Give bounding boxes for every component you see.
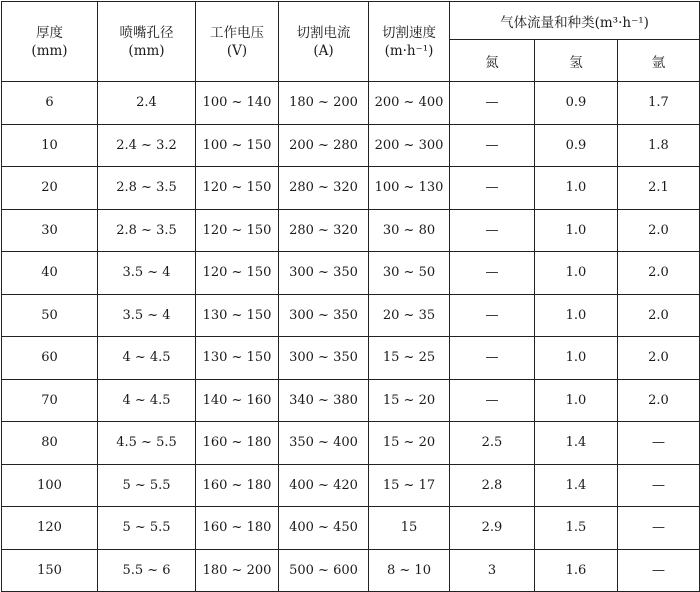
cell-nozzle-diameter: 3.5 ~ 4 — [98, 294, 196, 337]
cell-nozzle-diameter: 5.5 ~ 6 — [98, 549, 196, 592]
cell-speed: 8 ~ 10 — [369, 549, 450, 592]
cell-hydrogen: 1.4 — [535, 422, 618, 465]
cell-nitrogen: — — [450, 209, 535, 252]
cell-thickness: 50 — [2, 294, 98, 337]
table-row — [2, 167, 700, 210]
cell-nitrogen: — — [450, 167, 535, 210]
cell-argon: 2.0 — [618, 252, 700, 295]
table-row — [2, 209, 700, 252]
cell-speed: 15 ~ 17 — [369, 464, 450, 507]
header-working-voltage — [196, 2, 279, 82]
cell-current: 400 ~ 420 — [279, 464, 369, 507]
cell-current: 500 ~ 600 — [279, 549, 369, 592]
cell-speed: 15 ~ 20 — [369, 422, 450, 465]
cell-current: 180 ~ 200 — [279, 82, 369, 125]
cell-nitrogen: — — [450, 82, 535, 125]
cell-hydrogen: 1.0 — [535, 379, 618, 422]
cell-argon: 2.0 — [618, 337, 700, 380]
header-voltage-unit: (V) — [226, 42, 248, 59]
cell-current: 340 ~ 380 — [279, 379, 369, 422]
cell-argon: 2.0 — [618, 379, 700, 422]
cell-thickness: 20 — [2, 167, 98, 210]
cell-hydrogen: 1.0 — [535, 337, 618, 380]
table-row — [2, 294, 700, 337]
cell-hydrogen: 0.9 — [535, 124, 618, 167]
header-cutting-speed — [369, 2, 450, 82]
header-speed-unit: (m·h⁻¹) — [384, 42, 434, 59]
cell-nozzle-diameter: 3.5 ~ 4 — [98, 252, 196, 295]
cell-current: 350 ~ 400 — [279, 422, 369, 465]
cell-speed: 30 ~ 50 — [369, 252, 450, 295]
cell-speed: 15 ~ 25 — [369, 337, 450, 380]
cell-argon: — — [618, 507, 700, 550]
cell-hydrogen: 1.0 — [535, 209, 618, 252]
cell-nozzle-diameter: 2.4 — [98, 82, 196, 125]
cell-voltage: 160 ~ 180 — [196, 422, 279, 465]
cell-nitrogen: — — [450, 252, 535, 295]
cell-argon: — — [618, 549, 700, 592]
table-body — [2, 82, 700, 592]
cell-thickness: 40 — [2, 252, 98, 295]
cell-speed: 15 ~ 20 — [369, 379, 450, 422]
cell-thickness: 120 — [2, 507, 98, 550]
cell-current: 280 ~ 320 — [279, 209, 369, 252]
header-nozzle-label: 喷嘴孔径 — [119, 24, 174, 41]
cell-current: 400 ~ 450 — [279, 507, 369, 550]
cell-thickness: 30 — [2, 209, 98, 252]
header-gas-argon: 氩 — [618, 40, 700, 82]
cell-argon: 1.8 — [618, 124, 700, 167]
cell-thickness: 6 — [2, 82, 98, 125]
cell-hydrogen: 1.5 — [535, 507, 618, 550]
cell-speed: 200 ~ 300 — [369, 124, 450, 167]
cell-nitrogen: — — [450, 294, 535, 337]
table-row — [2, 82, 700, 125]
cell-nitrogen: — — [450, 379, 535, 422]
cell-nitrogen: 3 — [450, 549, 535, 592]
cell-argon: 2.0 — [618, 209, 700, 252]
cell-argon: — — [618, 464, 700, 507]
table-row — [2, 464, 700, 507]
cell-hydrogen: 1.0 — [535, 167, 618, 210]
cell-hydrogen: 1.0 — [535, 294, 618, 337]
cell-nozzle-diameter: 4 ~ 4.5 — [98, 337, 196, 380]
header-speed-label: 切割速度 — [382, 24, 436, 41]
table-row — [2, 379, 700, 422]
cell-voltage: 160 ~ 180 — [196, 507, 279, 550]
header-nozzle-unit: (mm) — [128, 42, 165, 59]
cell-thickness: 70 — [2, 379, 98, 422]
cell-voltage: 160 ~ 180 — [196, 464, 279, 507]
cell-argon: 1.7 — [618, 82, 700, 125]
header-nozzle-diameter — [98, 2, 196, 82]
table-row — [2, 252, 700, 295]
cell-nozzle-diameter: 4.5 ~ 5.5 — [98, 422, 196, 465]
cell-nozzle-diameter: 2.8 ~ 3.5 — [98, 209, 196, 252]
cell-hydrogen: 0.9 — [535, 82, 618, 125]
cell-current: 300 ~ 350 — [279, 337, 369, 380]
cell-nitrogen: 2.9 — [450, 507, 535, 550]
cell-hydrogen: 1.0 — [535, 252, 618, 295]
cell-current: 300 ~ 350 — [279, 294, 369, 337]
cell-voltage: 120 ~ 150 — [196, 167, 279, 210]
header-gas-hydrogen: 氢 — [535, 40, 618, 82]
cell-nozzle-diameter: 2.8 ~ 3.5 — [98, 167, 196, 210]
table-row — [2, 507, 700, 550]
cell-thickness: 100 — [2, 464, 98, 507]
table-row — [2, 422, 700, 465]
table-row — [2, 124, 700, 167]
cell-nitrogen: 2.5 — [450, 422, 535, 465]
header-thickness — [2, 2, 98, 82]
header-thickness-unit: (mm) — [31, 42, 68, 59]
cell-nozzle-diameter: 2.4 ~ 3.2 — [98, 124, 196, 167]
cell-current: 200 ~ 280 — [279, 124, 369, 167]
cell-speed: 15 — [369, 507, 450, 550]
cell-hydrogen: 1.4 — [535, 464, 618, 507]
cell-nozzle-diameter: 5 ~ 5.5 — [98, 464, 196, 507]
cell-voltage: 120 ~ 150 — [196, 252, 279, 295]
cell-current: 280 ~ 320 — [279, 167, 369, 210]
cell-thickness: 150 — [2, 549, 98, 592]
cell-nozzle-diameter: 4 ~ 4.5 — [98, 379, 196, 422]
cell-thickness: 60 — [2, 337, 98, 380]
header-voltage-label: 工作电压 — [210, 24, 264, 41]
cell-thickness: 10 — [2, 124, 98, 167]
cell-speed: 200 ~ 400 — [369, 82, 450, 125]
cell-speed: 30 ~ 80 — [369, 209, 450, 252]
table-row — [2, 337, 700, 380]
cell-voltage: 100 ~ 140 — [196, 82, 279, 125]
cell-argon: — — [618, 422, 700, 465]
header-thickness-label: 厚度 — [36, 24, 63, 41]
cell-speed: 100 ~ 130 — [369, 167, 450, 210]
cell-nitrogen: 2.8 — [450, 464, 535, 507]
cell-hydrogen: 1.6 — [535, 549, 618, 592]
cell-voltage: 130 ~ 150 — [196, 294, 279, 337]
header-gas-nitrogen: 氮 — [450, 40, 535, 82]
cell-argon: 2.0 — [618, 294, 700, 337]
table-row — [2, 549, 700, 592]
cell-voltage: 140 ~ 160 — [196, 379, 279, 422]
header-current-label: 切割电流 — [296, 24, 351, 41]
cell-thickness: 80 — [2, 422, 98, 465]
cell-voltage: 130 ~ 150 — [196, 337, 279, 380]
header-current-unit: (A) — [313, 42, 334, 59]
cell-nozzle-diameter: 5 ~ 5.5 — [98, 507, 196, 550]
cutting-parameters-table — [1, 1, 700, 592]
cell-speed: 20 ~ 35 — [369, 294, 450, 337]
cell-voltage: 100 ~ 150 — [196, 124, 279, 167]
cell-voltage: 120 ~ 150 — [196, 209, 279, 252]
header-cutting-current — [279, 2, 369, 82]
cell-nitrogen: — — [450, 337, 535, 380]
cell-voltage: 180 ~ 200 — [196, 549, 279, 592]
cell-nitrogen: — — [450, 124, 535, 167]
cell-current: 300 ~ 350 — [279, 252, 369, 295]
cell-argon: 2.1 — [618, 167, 700, 210]
header-gas-flow: 气体流量和种类(m³·h⁻¹) — [450, 2, 700, 40]
